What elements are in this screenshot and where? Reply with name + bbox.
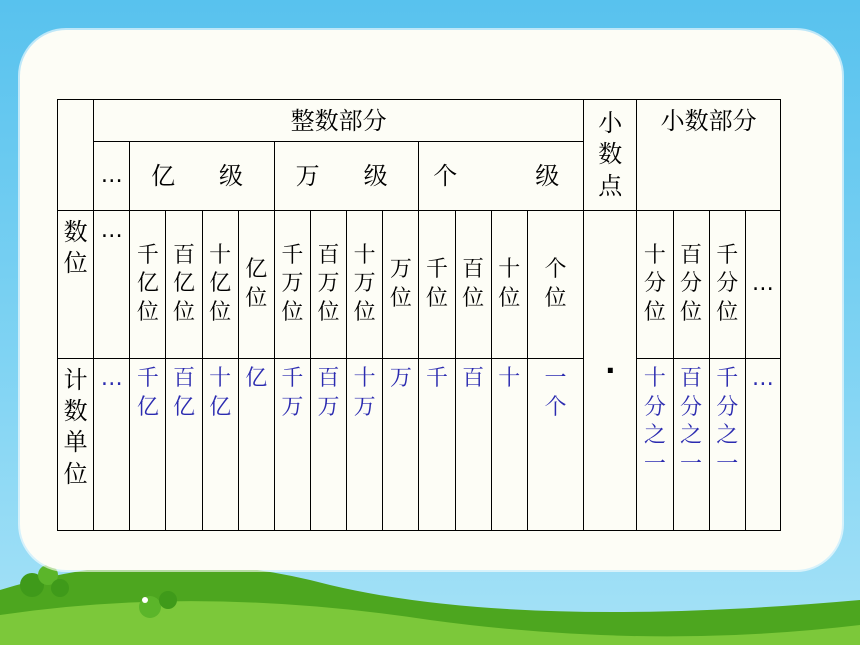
decimal-part-header: 小数部分 [637,100,781,211]
decimal-unit-cell: … [745,359,780,531]
place-row-label: 数位 [58,211,94,359]
place-cell: … [94,211,130,359]
place-cell: 十万位 [347,211,383,359]
unit-row-label: 计数单位 [58,359,94,531]
unit-cell: 万 [383,359,419,531]
unit-cell: 千万 [274,359,310,531]
decimal-unit-cell: 十分之一 [637,359,673,531]
unit-cell: … [94,359,130,531]
place-cell: 百亿位 [166,211,202,359]
unit-cell: 千亿 [130,359,166,531]
place-value-table [57,99,781,531]
yi-group-label: 亿 级 [130,142,275,211]
place-cell: 千位 [419,211,455,359]
place-cell: 万位 [383,211,419,359]
place-cell: 十亿位 [202,211,238,359]
place-cell: 千亿位 [130,211,166,359]
decimal-place-cell: 十分位 [637,211,673,359]
ge-group-label: 个 级 [419,142,584,211]
unit-cell: 百 [455,359,491,531]
unit-cell: 十亿 [202,359,238,531]
place-cell: 百万位 [310,211,346,359]
unit-cell: 百亿 [166,359,202,531]
unit-cell: 千 [419,359,455,531]
decimal-unit-cell: 百分之一 [673,359,709,531]
decimal-point-header: 小数点 [584,100,637,211]
place-cell: 百位 [455,211,491,359]
place-cell: 千万位 [274,211,310,359]
place-cell: 亿位 [238,211,274,359]
unit-cell: 十万 [347,359,383,531]
unit-cell: 亿 [238,359,274,531]
decimal-place-cell: … [745,211,780,359]
integer-part-header: 整数部分 [94,100,584,142]
place-cell: 十位 [491,211,527,359]
decimal-place-cell: 百分位 [673,211,709,359]
unit-cell: 十 [491,359,527,531]
group-ellipsis: … [94,142,130,211]
unit-cell: 一个 [527,359,583,531]
corner-cell [58,100,94,211]
wan-group-label: 万 级 [274,142,419,211]
decimal-place-cell: 千分位 [709,211,745,359]
decimal-point-cell: · [584,211,637,531]
unit-cell: 百万 [310,359,346,531]
decimal-unit-cell: 千分之一 [709,359,745,531]
place-cell: 个位 [527,211,583,359]
